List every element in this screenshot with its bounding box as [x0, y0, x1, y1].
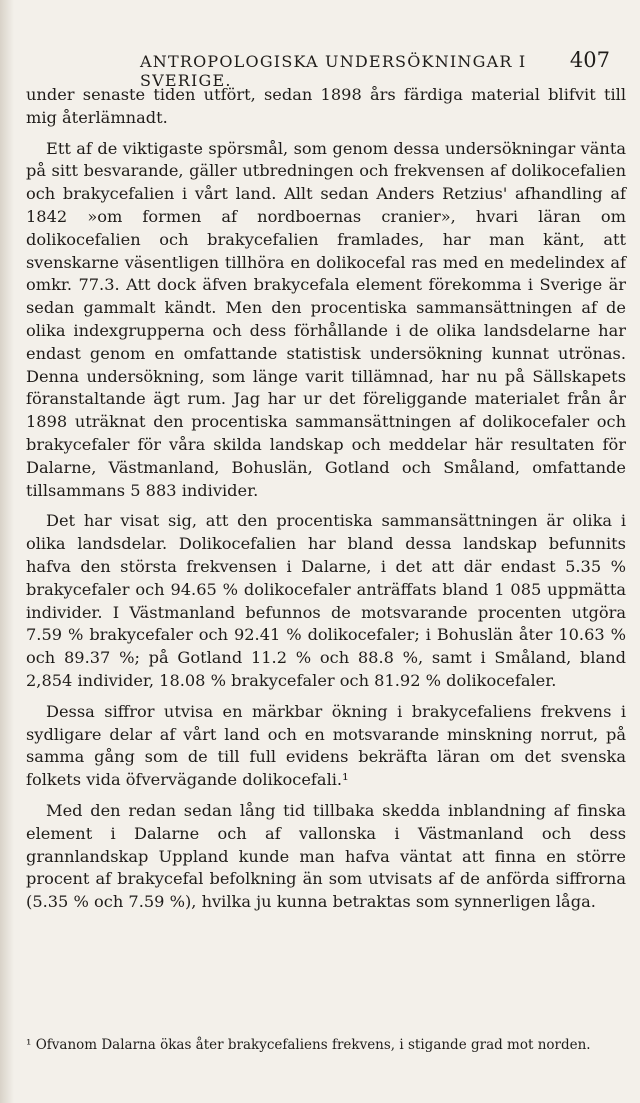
- running-title: ANTROPOLOGISKA UNDERSÖKNINGAR I SVERIGE.: [140, 52, 527, 90]
- page-gutter-shadow: [0, 0, 14, 1103]
- paragraph-1: under senaste tiden utfört, sedan 1898 års färdiga material blifvit till mig återlämnadt.: [26, 85, 626, 127]
- paragraph-2: Ett af de viktigaste spörsmål, som genom dessa undersökningar vänta på sitt besvarande, gäller utbredningen och frekvensen af dolikocefalien och brakycefalien i vårt land. Allt sedan Anders Retzius' afhandling af 1842 »om formen af nordboernas cranier», hvari läran om dolikocefalien och brakycefalien framlades, har man känt, att svenskarne väsentligen tillhöra en dolikocefal ras med en medelindex af omkr. 77.3. Att dock äfven brakycefala element förekomma i Sverige är sedan gammalt kändt. Men den procentiska sammansättningen af de olika indexgrupperna och dess förhållande i de olika landsdelarne har endast genom en omfattande statistisk undersökning kunnat utrönas. Denna undersökning, som länge varit tillämnad, har nu på Sällskapets föranstaltande ägt rum. Jag har ur det föreliggande materialet från år 1898 uträknat den procentiska sammansättningen af dolikocefaler och brakycefaler för våra skilda landskap och meddelar här resultaten för Dalarne, Västmanland, Bohuslän, Gotland och Småland, omfattande tillsammans 5 883 individer.: [26, 138, 626, 500]
- footnote: ¹ Ofvanom Dalarna ökas åter brakycefaliens frekvens, i stigande grad mot norden.: [26, 1037, 591, 1053]
- paragraph-3: Det har visat sig, att den procentiska sammansättningen är olika i olika landsdelar. Dolikocefalien har bland dessa landskap befunnits hafva den största frekvensen i Dalarne, i det att där endast 5.35 % brakycefaler och 94.65 % dolikocefaler anträffats bland 1 085 uppmätta individer. I Västmanland befunnos de motsvarande procenten utgöra 7.59 % brakycefaler och 92.41 % dolikocefaler; i Bohuslän åter 10.63 % och 89.37 %; på Gotland 11.2 % och 88.8 %, samt i Småland, bland 2,854 individer, 18.08 % brakycefaler och 81.92 % dolikocefaler.: [26, 511, 626, 690]
- paragraph-5: Med den redan sedan lång tid tillbaka skedda inblandning af finska element i Dalarne och af vallonska i Västmanland och dess grannlandskap Uppland kunde man hafva väntat att finna en större procent af brakycefal befolkning än som utvisats af de anförda siffrorna (5.35 % och 7.59 %), hvilka ju kunna betraktas som synnerligen låga.: [26, 800, 626, 912]
- paragraph-4: Dessa siffror utvisa en märkbar ökning i brakycefaliens frekvens i sydligare delar af vårt land och en motsvarande minskning norrut, på samma gång som de till full evidens bekräfta läran om det svenska folkets vida öfvervägande dolikocefali.¹: [26, 701, 626, 790]
- page-number: 407: [569, 48, 610, 72]
- page-body: [26, 84, 626, 922]
